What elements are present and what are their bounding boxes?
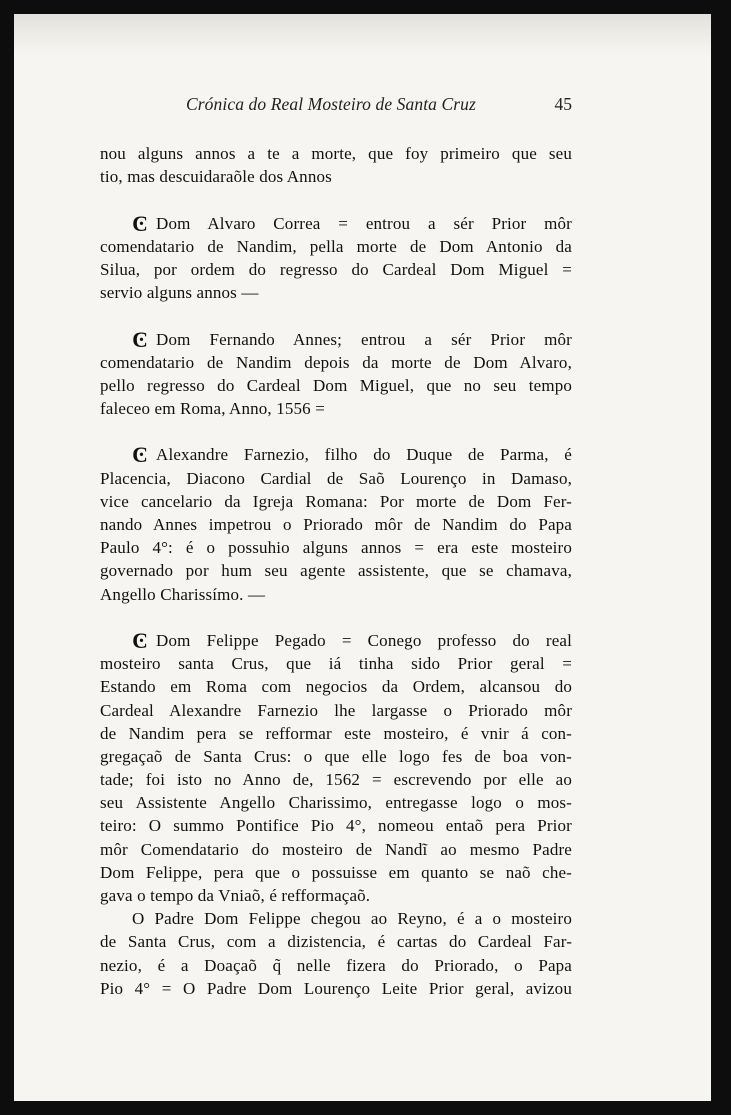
text-line-content: Dom Alvaro Correa = entrou a sér Prior môr — [156, 213, 572, 233]
text-line: servio alguns annos — — [100, 283, 259, 303]
text-line: Placencia, Diacono Cardial de Saõ Lourenço in Damaso, — [100, 468, 572, 488]
book-page — [14, 14, 711, 1101]
text-line: môr Comendatario do mosteiro de Nandĩ ao mesmo Padre — [100, 839, 572, 859]
text-line: tio, mas descuidaraõle dos Annos — [100, 167, 332, 187]
text-line: pello regresso do Cardeal Dom Miguel, que no seu tempo — [100, 375, 572, 395]
paragraph-felippe-pegado — [100, 629, 572, 907]
text-line-content: Dom Fernando Annes; entrou a sér Prior môr — [156, 329, 572, 349]
text-line: nou alguns annos a te a morte, que foy primeiro que seu — [100, 144, 572, 163]
text-line: mosteiro santa Crus, que iá tinha sido Prior geral = — [100, 654, 572, 674]
text-line: Angello Charissímo. — — [100, 584, 266, 604]
text-line: nezio, é a Doaçaõ q̃ nelle fizera do Priorado, o Papa — [100, 955, 572, 975]
text-line: teiro: O summo Pontifice Pio 4°, nomeou entaõ pera Prior — [100, 816, 572, 836]
text-line-content: Dom Felippe Pegado = Conego professo do real — [156, 630, 572, 650]
text-line: tade; foi isto no Anno de, 1562 = escrevendo por elle ao — [100, 770, 572, 790]
page-body — [100, 142, 572, 1000]
text-line: Estando em Roma com negocios da Ordem, alcansou do — [100, 677, 572, 697]
text-line: vice cancelario da Igreja Romana: Por morte de Dom Fer- — [100, 491, 572, 511]
text-line — [100, 443, 572, 466]
text-line — [100, 328, 572, 351]
paragraph-padre-felippe — [100, 907, 572, 1000]
pilcrow-icon: Ͼ — [132, 327, 149, 351]
text-line: comendatario de Nandim, pella morte de Dom Antonio da — [100, 236, 572, 256]
text-line: O Padre Dom Felippe chegou ao Reyno, é a o mosteiro — [132, 909, 572, 929]
text-line: seu Assistente Angello Charissimo, entregasse logo o mos- — [100, 793, 572, 813]
text-line: nando Annes impetrou o Priorado môr de Nandim do Papa — [100, 515, 572, 534]
header-title: Crónica do Real Mosteiro de Santa Cruz — [186, 94, 476, 114]
running-header — [100, 94, 572, 120]
text-line-content: Alexandre Farnezio, filho do Duque de Parma, é — [156, 445, 572, 465]
text-line — [100, 629, 572, 652]
text-line: Pio 4° = O Padre Dom Lourenço Leite Prior geral, avizou — [100, 978, 572, 998]
paragraph-continuation — [100, 142, 572, 188]
text-line: Cardeal Alexandre Farnezio lhe largasse o Priorado môr — [100, 700, 572, 720]
text-line: de Santa Crus, com a dizistencia, é cartas do Cardeal Far- — [100, 932, 572, 952]
text-line: Dom Felippe, pera que o possuisse em quanto se naõ che- — [100, 862, 572, 882]
text-line: faleceo em Roma, Anno, 1556 = — [100, 399, 325, 419]
text-line: Silua, por ordem do regresso do Cardeal Dom Miguel = — [100, 259, 572, 279]
pilcrow-icon: Ͼ — [132, 443, 149, 467]
text-line: governado por hum seu agente assistente, que se chamava, — [100, 561, 572, 581]
text-line: gregaçaõ de Santa Crus: o que elle logo fes de boa von- — [100, 746, 572, 766]
text-line: gava o tempo da Vniaõ, é refformaçaõ. — [100, 886, 371, 905]
text-line: comendatario de Nandim depois da morte de Dom Alvaro, — [100, 352, 572, 372]
text-line — [100, 212, 572, 235]
paragraph-fernando-annes — [100, 328, 572, 421]
pilcrow-icon: Ͼ — [132, 211, 149, 235]
text-line: de Nandim pera se refformar este mosteiro, é vnir á con- — [100, 723, 572, 743]
pilcrow-icon: Ͼ — [132, 628, 149, 653]
page-number: 45 — [554, 94, 572, 114]
paragraph-alvaro-correa — [100, 212, 572, 305]
paragraph-alexandre-farnezio — [100, 443, 572, 605]
text-line: Paulo 4°: é o possuhio alguns annos = era este mosteiro — [100, 538, 572, 558]
